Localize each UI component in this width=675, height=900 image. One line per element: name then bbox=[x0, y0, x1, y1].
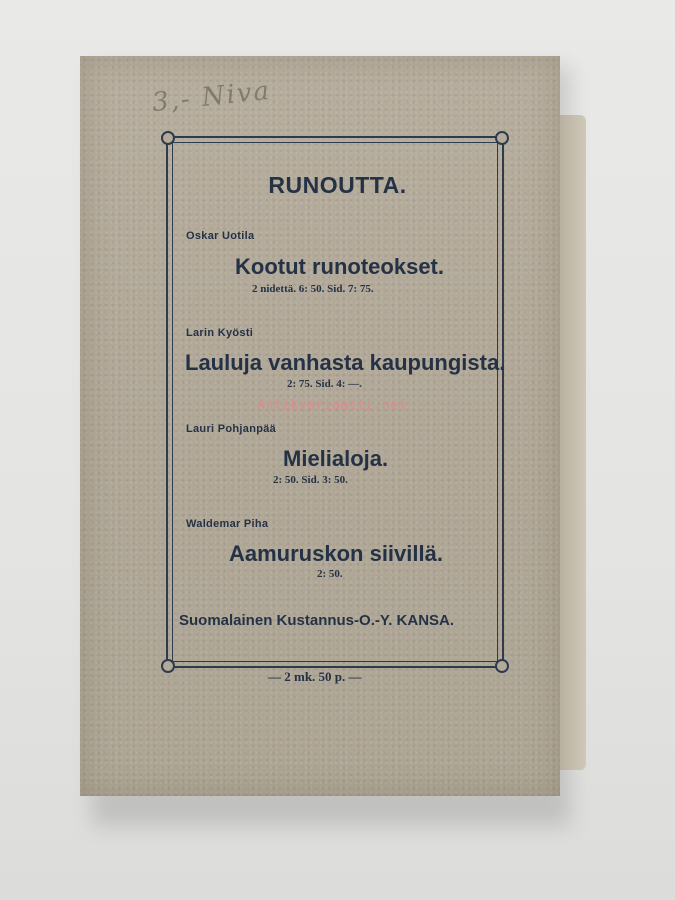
cover-heading: RUNOUTTA. bbox=[268, 172, 407, 198]
site-watermark: Antikvariaatti.net bbox=[257, 398, 407, 413]
book-title-3: Mielialoja. bbox=[283, 446, 389, 471]
author-1: Oskar Uotila bbox=[186, 230, 255, 242]
book-title-2: Lauluja vanhasta kaupungista. bbox=[185, 350, 506, 375]
publisher-name: Suomalainen Kustannus-O.-Y. KANSA. bbox=[179, 612, 455, 629]
book-price-3: 2: 50. Sid. 3: 50. bbox=[273, 474, 348, 486]
author-3: Lauri Pohjanpää bbox=[186, 423, 277, 435]
book-price-1: 2 nidettä. 6: 50. Sid. 7: 75. bbox=[252, 283, 374, 295]
author-2: Larin Kyösti bbox=[186, 327, 254, 339]
book-price-2: 2: 75. Sid. 4: —. bbox=[287, 378, 362, 390]
book-title-1: Kootut runoteokset. bbox=[235, 254, 444, 279]
book-title-4: Aamuruskon siivillä. bbox=[229, 541, 443, 566]
book-price-4: 2: 50. bbox=[317, 568, 343, 580]
cover-price: — 2 mk. 50 p. — bbox=[268, 669, 362, 684]
pencil-note: 3,- Niva bbox=[150, 75, 273, 119]
author-4: Waldemar Piha bbox=[186, 518, 269, 530]
